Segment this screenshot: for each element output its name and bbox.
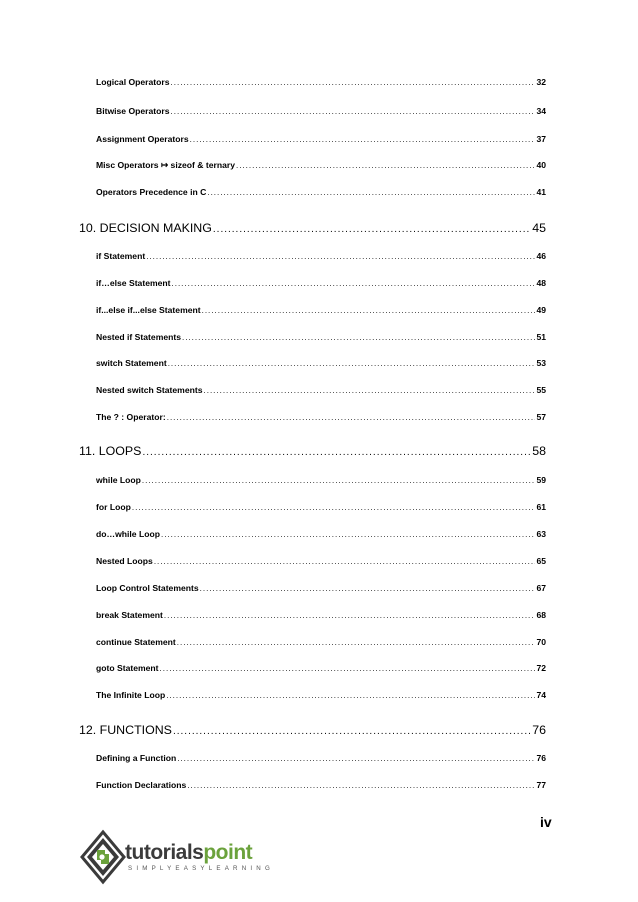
toc-entry-label: Defining a Function <box>96 753 177 763</box>
toc-entry-page: 53 <box>536 358 546 368</box>
dot-leader <box>172 279 536 288</box>
toc-entry-page: 55 <box>536 385 546 395</box>
toc-entry-label: if Statement <box>96 251 146 261</box>
diamond-logo-icon <box>78 828 128 886</box>
toc-entry-label: if...else if...else Statement <box>96 305 201 315</box>
toc-entry-label: The ? : Operator: <box>96 412 166 422</box>
toc-entry-page: 46 <box>536 251 546 261</box>
toc-entry-page: 67 <box>536 583 546 593</box>
toc-entry[interactable] <box>96 753 546 763</box>
toc-entry-page: 59 <box>536 475 546 485</box>
toc-chapter-page: 76 <box>532 723 546 737</box>
toc-chapter-label: 12. FUNCTIONS <box>79 723 172 737</box>
toc-entry-page: 68 <box>536 610 546 620</box>
toc-entry-label: do…while Loop <box>96 529 160 539</box>
dot-leader <box>204 386 536 395</box>
toc-entry-label: Logical Operators <box>96 77 170 87</box>
toc-entry-page: 41 <box>536 187 546 197</box>
toc-chapter[interactable] <box>79 444 546 458</box>
toc-entry-label: for Loop <box>96 502 131 512</box>
toc-entry-page: 51 <box>536 332 546 342</box>
toc-entry[interactable] <box>96 610 546 620</box>
dot-leader <box>164 611 536 620</box>
toc-entry-label: Nested switch Statements <box>96 385 203 395</box>
toc-entry-label: Function Declarations <box>96 780 187 790</box>
toc-entry[interactable] <box>96 583 546 593</box>
logo-wordmark <box>125 841 252 865</box>
dot-leader <box>154 557 536 566</box>
toc-entry-label: Nested if Statements <box>96 332 182 342</box>
toc-entry[interactable] <box>96 278 546 288</box>
toc-entry-label: Operators Precedence in C <box>96 187 207 197</box>
toc-entry-label: goto Statement <box>96 663 159 673</box>
toc-entry[interactable] <box>96 305 546 315</box>
toc-entry-label: Loop Control Statements <box>96 583 199 593</box>
toc-entry[interactable] <box>96 690 546 700</box>
dot-leader <box>200 584 536 593</box>
toc-entry[interactable] <box>96 385 546 395</box>
toc-entry-page: 37 <box>536 134 546 144</box>
dot-leader <box>166 691 535 700</box>
toc-entry-page: 32 <box>536 77 546 87</box>
toc-entry[interactable] <box>96 160 546 171</box>
tutorialspoint-logo <box>78 828 274 886</box>
toc-chapter-label: 11. LOOPS <box>79 444 142 458</box>
dot-leader <box>182 333 535 342</box>
dot-leader <box>171 78 536 87</box>
toc-entry-page: 63 <box>536 529 546 539</box>
toc-entry-page: 77 <box>536 780 546 790</box>
toc-entry-page: 57 <box>536 412 546 422</box>
toc-entry[interactable] <box>96 637 546 647</box>
toc-entry-page: 48 <box>536 278 546 288</box>
toc-entry[interactable] <box>96 332 546 342</box>
dot-leader <box>177 638 536 647</box>
toc-entry-label: Misc Operators ↦ sizeof & ternary <box>96 160 236 170</box>
toc-entry-label: while Loop <box>96 475 141 485</box>
dot-leader <box>190 135 536 144</box>
dot-leader <box>207 188 535 197</box>
toc-entry[interactable] <box>96 780 546 790</box>
toc-entry[interactable] <box>96 663 546 673</box>
toc-entry[interactable] <box>96 251 546 261</box>
logo-wordmark-part2: point <box>203 841 253 864</box>
toc-entry-page: 40 <box>536 160 546 170</box>
toc-entry[interactable] <box>96 412 546 422</box>
toc-entry-page: 70 <box>536 637 546 647</box>
toc-entry[interactable] <box>96 106 546 116</box>
dot-leader <box>202 306 536 315</box>
toc-entry[interactable] <box>96 556 546 566</box>
dot-leader <box>142 447 531 458</box>
toc-entry-label: continue Statement <box>96 637 176 647</box>
dot-leader <box>173 726 531 737</box>
toc-chapter-label: 10. DECISION MAKING <box>79 221 212 235</box>
logo-tagline: SIMPLYEASYLEARNING <box>128 865 274 872</box>
toc-entry-page: 34 <box>536 106 546 116</box>
toc-entry-label: Bitwise Operators <box>96 106 170 116</box>
toc-chapter[interactable] <box>79 221 546 235</box>
toc-entry-label: Assignment Operators <box>96 134 189 144</box>
dot-leader <box>146 252 535 261</box>
toc-entry-label: The Infinite Loop <box>96 690 166 700</box>
dot-leader <box>213 224 531 235</box>
toc-entry-label: Nested Loops <box>96 556 153 566</box>
dot-leader <box>161 530 535 539</box>
dot-leader <box>187 781 535 790</box>
toc-entry-page: 65 <box>536 556 546 566</box>
page-number: iv <box>540 814 552 830</box>
toc-entry-label: if…else Statement <box>96 278 171 288</box>
logo-wordmark-part1: tutorials <box>125 841 204 864</box>
toc-entry[interactable] <box>96 529 546 539</box>
dot-leader <box>142 476 536 485</box>
toc-chapter-page: 58 <box>532 444 546 458</box>
toc-entry-page: 49 <box>536 305 546 315</box>
dot-leader <box>167 413 536 422</box>
toc-entry[interactable] <box>96 502 546 512</box>
dot-leader <box>160 664 536 673</box>
toc-chapter-page: 45 <box>532 221 546 235</box>
toc-entry[interactable] <box>96 134 546 144</box>
dot-leader <box>132 503 536 512</box>
toc-entry[interactable] <box>96 475 546 485</box>
toc-entry-page: 74 <box>536 690 546 700</box>
toc-entry[interactable] <box>96 358 546 368</box>
toc-entry-page: 61 <box>536 502 546 512</box>
toc-entry-page: 76 <box>536 753 546 763</box>
dot-leader <box>236 161 535 170</box>
toc-chapter[interactable] <box>79 723 546 737</box>
toc-entry[interactable] <box>96 77 546 87</box>
dot-leader <box>177 754 535 763</box>
dot-leader <box>168 359 536 368</box>
toc-entry-label: switch Statement <box>96 358 167 368</box>
dot-leader <box>171 107 536 116</box>
toc-entry-label: break Statement <box>96 610 163 620</box>
toc-entry-page: 72 <box>536 663 546 673</box>
toc-entry[interactable] <box>96 187 546 197</box>
